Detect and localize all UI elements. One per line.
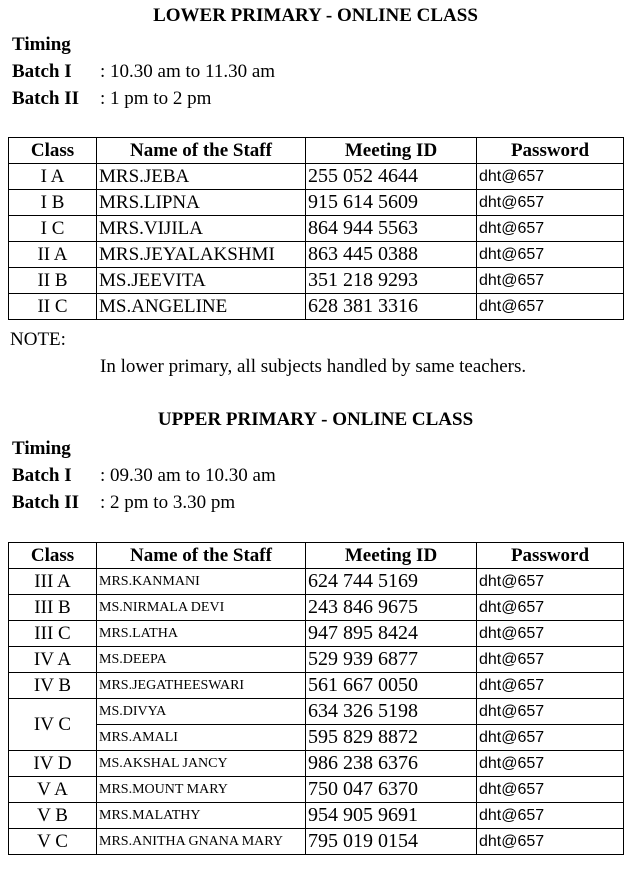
staff-cell: MRS.MALATHY <box>97 803 306 829</box>
password-cell: dht@657 <box>477 294 624 320</box>
class-cell: V B <box>9 803 97 829</box>
lower-batch-2 <box>12 85 275 112</box>
staff-cell: MRS.KANMANI <box>97 569 306 595</box>
table-row <box>9 569 624 595</box>
class-cell: V C <box>9 829 97 855</box>
table-row <box>9 777 624 803</box>
staff-cell: MRS.JEGATHEESWARI <box>97 673 306 699</box>
meeting-id-cell: 915 614 5609 <box>306 190 477 216</box>
password-cell: dht@657 <box>477 164 624 190</box>
class-column-header: Class <box>9 543 97 569</box>
meeting-id-cell: 947 895 8424 <box>306 621 477 647</box>
class-cell: I B <box>9 190 97 216</box>
class-cell: I A <box>9 164 97 190</box>
class-cell: IV A <box>9 647 97 673</box>
table-row <box>9 268 624 294</box>
batch-time: : 1 pm to 2 pm <box>100 88 212 109</box>
staff-cell: MS.NIRMALA DEVI <box>97 595 306 621</box>
batch-label: Batch I <box>12 465 72 486</box>
password-column-header: Password <box>477 543 624 569</box>
upper-batch-2 <box>12 489 276 516</box>
meeting-id-cell: 529 939 6877 <box>306 647 477 673</box>
upper-primary-table <box>8 542 624 855</box>
staff-cell: MRS.LATHA <box>97 621 306 647</box>
password-cell: dht@657 <box>477 699 624 725</box>
meeting-id-column-header: Meeting ID <box>306 138 477 164</box>
lower-batch-1 <box>12 58 275 85</box>
table-row <box>9 595 624 621</box>
staff-cell: MRS.LIPNA <box>97 190 306 216</box>
meeting-id-column-header: Meeting ID <box>306 543 477 569</box>
staff-cell: MRS.MOUNT MARY <box>97 777 306 803</box>
upper-primary-heading: UPPER PRIMARY - ONLINE CLASS <box>157 409 474 430</box>
class-cell: III A <box>9 569 97 595</box>
table-row <box>9 673 624 699</box>
staff-cell: MS.JEEVITA <box>97 268 306 294</box>
staff-cell: MS.DIVYA <box>97 699 306 725</box>
class-cell: V A <box>9 777 97 803</box>
class-cell: I C <box>9 216 97 242</box>
staff-cell: MRS.ANITHA GNANA MARY <box>97 829 306 855</box>
meeting-id-cell: 986 238 6376 <box>306 751 477 777</box>
table-row <box>9 751 624 777</box>
batch-time: : 10.30 am to 11.30 am <box>100 61 276 82</box>
staff-cell: MS.AKSHAL JANCY <box>97 751 306 777</box>
meeting-id-cell: 624 744 5169 <box>306 569 477 595</box>
password-cell: dht@657 <box>477 242 624 268</box>
table-row <box>9 164 624 190</box>
password-cell: dht@657 <box>477 829 624 855</box>
batch-time: : 09.30 am to 10.30 am <box>100 465 276 486</box>
lower-primary-table <box>8 137 624 320</box>
meeting-id-cell: 255 052 4644 <box>306 164 477 190</box>
password-cell: dht@657 <box>477 190 624 216</box>
password-cell: dht@657 <box>477 725 624 751</box>
table-row <box>9 647 624 673</box>
batch-label: Batch II <box>12 88 80 109</box>
lower-primary-heading: LOWER PRIMARY - ONLINE CLASS <box>153 5 478 26</box>
meeting-id-cell: 243 846 9675 <box>306 595 477 621</box>
staff-cell: MS.ANGELINE <box>97 294 306 320</box>
table-row <box>9 621 624 647</box>
table-row <box>9 725 624 751</box>
staff-cell: MRS.JEBA <box>97 164 306 190</box>
upper-timing-block <box>12 435 276 516</box>
password-cell: dht@657 <box>477 803 624 829</box>
staff-cell: MS.DEEPA <box>97 647 306 673</box>
meeting-id-cell: 595 829 8872 <box>306 725 477 751</box>
table-row <box>9 190 624 216</box>
password-cell: dht@657 <box>477 595 624 621</box>
staff-column-header: Name of the Staff <box>97 543 306 569</box>
table-header-row <box>9 543 624 569</box>
meeting-id-cell: 954 905 9691 <box>306 803 477 829</box>
password-cell: dht@657 <box>477 268 624 294</box>
meeting-id-cell: 561 667 0050 <box>306 673 477 699</box>
class-cell: IV B <box>9 673 97 699</box>
batch-label: Batch I <box>12 61 72 82</box>
table-row <box>9 699 624 725</box>
meeting-id-cell: 634 326 5198 <box>306 699 477 725</box>
password-cell: dht@657 <box>477 673 624 699</box>
password-cell: dht@657 <box>477 216 624 242</box>
class-cell: III C <box>9 621 97 647</box>
class-cell: III B <box>9 595 97 621</box>
note-label: NOTE: <box>10 329 66 350</box>
meeting-id-cell: 750 047 6370 <box>306 777 477 803</box>
password-cell: dht@657 <box>477 621 624 647</box>
table-header-row <box>9 138 624 164</box>
staff-cell: MRS.AMALI <box>97 725 306 751</box>
batch-time: : 2 pm to 3.30 pm <box>100 492 236 513</box>
class-column-header: Class <box>9 138 97 164</box>
password-column-header: Password <box>477 138 624 164</box>
class-cell: IV D <box>9 751 97 777</box>
upper-timing-title: Timing <box>12 438 71 459</box>
password-cell: dht@657 <box>477 647 624 673</box>
table-row <box>9 242 624 268</box>
meeting-id-cell: 628 381 3316 <box>306 294 477 320</box>
table-row <box>9 803 624 829</box>
lower-timing-title: Timing <box>12 34 71 55</box>
meeting-id-cell: 864 944 5563 <box>306 216 477 242</box>
class-cell: II A <box>9 242 97 268</box>
class-cell: II C <box>9 294 97 320</box>
staff-cell: MRS.VIJILA <box>97 216 306 242</box>
meeting-id-cell: 863 445 0388 <box>306 242 477 268</box>
table-row <box>9 829 624 855</box>
lower-timing-block <box>12 31 275 112</box>
staff-column-header: Name of the Staff <box>97 138 306 164</box>
table-row <box>9 216 624 242</box>
note-text: In lower primary, all subjects handled by same teachers. <box>100 356 527 377</box>
batch-label: Batch II <box>12 492 80 513</box>
meeting-id-cell: 351 218 9293 <box>306 268 477 294</box>
meeting-id-cell: 795 019 0154 <box>306 829 477 855</box>
password-cell: dht@657 <box>477 777 624 803</box>
class-cell: IV C <box>9 699 97 751</box>
staff-cell: MRS.JEYALAKSHMI <box>97 242 306 268</box>
class-cell: II B <box>9 268 97 294</box>
upper-batch-1 <box>12 462 276 489</box>
password-cell: dht@657 <box>477 751 624 777</box>
password-cell: dht@657 <box>477 569 624 595</box>
table-row <box>9 294 624 320</box>
